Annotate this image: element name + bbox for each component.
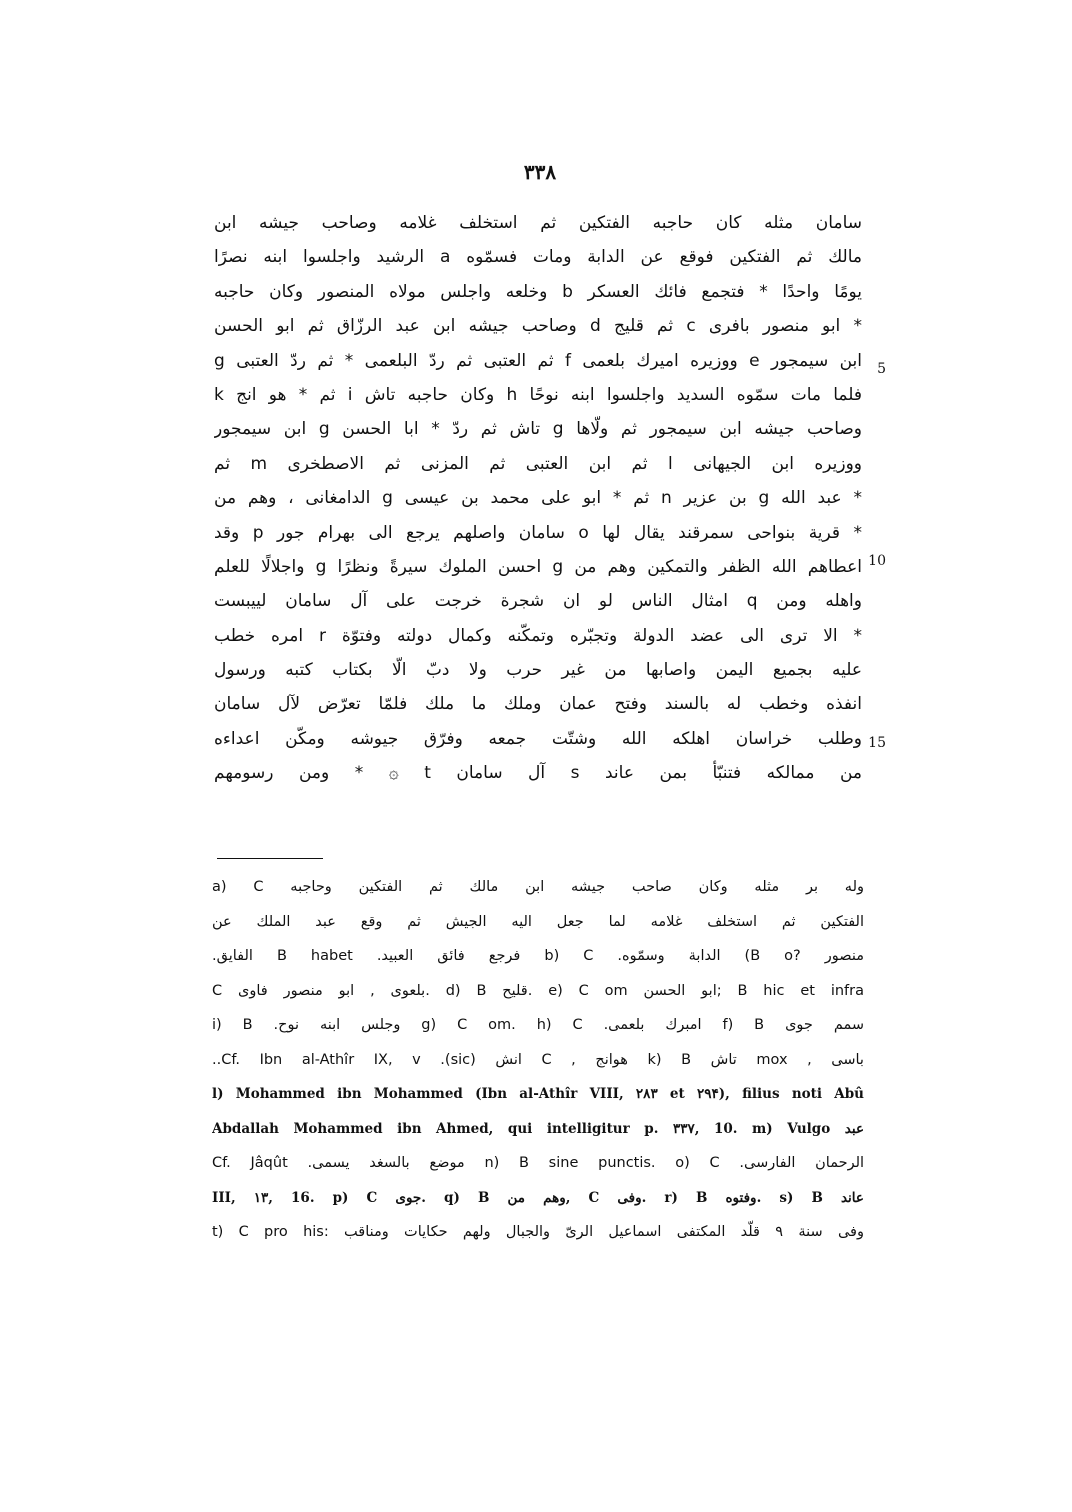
body-line: من ممالكه فتنبّأ بمن عاند s آل سامان t ۞ * ومن رسومهم [214,763,862,784]
line-number-10: 10 [868,553,886,569]
footnote-line: Abdallah Mohammed ibn Ahmed, qui intelligitur p. ۳۳۷, 10. m) Vulgo عبد [212,1120,864,1137]
body-line: واهله ومن q امثال الناس لو ان شجرة خرجت على آل سامان لييبست [214,591,862,612]
footnote-line: l) Mohammed ibn Mohammed (Ibn al-Athîr VIII, ۲۸۳ et ۲۹۴), filius noti Abû [212,1086,864,1102]
body-line: يومًا واحدًا * فتجمع فائك العسكر b وخلعه واجلس مولاه المنصور وكان حاجبه [214,281,862,302]
body-line: مالك ثم الفتكين فوقع عن الدابة ومات فسمّوه a الرشيد واجلسوا ابنه نصرًا [214,247,862,268]
line-number-5: 5 [877,361,886,377]
page-number: ٣٣٨ [523,160,557,184]
body-line: * قرية بنواحى سمرقند يقال لها o سامان واصلهم يرجع الى بهرام جور p وقد [214,522,862,543]
footnote-line: الرحمان الفارسى. n) B sine punctis. o) C موضع بالسغد يسمى. Cf. Jâqût [212,1155,864,1171]
body-line: سامان مثله كان حاجبه الفتكين ثم استخلف غلامه وصاحب جيشه ابن [214,213,862,233]
body-line: عليه بجميع اليمن واصابها من غير حرب ولا دبّ الّا بكتاب كتبه ورسول [214,660,862,681]
footnote-line: الفتكين ثم استخلف غلامه لما جعل اليه الجيش ثم وقع عبد الملك عن [212,913,864,930]
footnote-line: سمم جوى f) B امبرك بلعمى. g) C om. h) C وجلس ابنه نوح. i) B [212,1017,864,1033]
body-line: * الا ترى الى عضد الدولة وتجبّره وتمكّنه وكمال دولته وفتوّة r امره خطب [214,625,862,646]
body-line: * عبد الله g بن عزير n ثم * ابو على محمد بن عيسى g الدامغانى ، وهم من [214,488,862,509]
footnote-line: منصور ?B o) الدابة وسمّوه. b) C فرجع فائق العبيد. B habet الفايق. [212,948,864,964]
body-text [214,206,862,791]
body-line: ووزيره ابن الجيهانى l ثم ابن العتبى ثم المزنى ثم الاصطخرى m ثم [214,453,862,474]
body-line: وطلب خراسان اهلكه الله وشتّت جمعه وفرّق جيوشه ومكّن اعداءه [214,728,862,749]
body-line: ابن سيمجور e ووزيره اميرك بلعمى f ثم العتبى ثم ردّ البلعمى * ثم ردّ العتبى g [214,350,862,371]
footnotes [212,870,864,1250]
footnote-divider [217,858,323,859]
footnote-line: C بلعوى , ابو منصور فاوى. d) B قليح. e) C om ابو الحسن; B hic et infra [212,982,864,999]
body-line: فلما مات سمّوه السديد واجلسوا ابنه نوحًا h وكان حاجبه تاش i ثم * هو انج k [214,384,862,405]
footnote-line: t) C pro his: وفى سنة ۹ قلّد المكتفى اسماعيل الرىّ والجبال ولهم حكايات ومناقب [212,1224,864,1240]
footnote-line: باسى , mox تاش k) B هوانج , C انش (sic). Cf. Ibn al-Athîr IX, v.. [212,1051,864,1068]
footnote-line: III, ۱۳, 16. p) C جوى. q) B وهم من, C وفى. r) B وفتوه. s) B عاند [212,1189,864,1206]
body-line: * ابو منصور بافرى c ثم قليج d وصاحب جيشه ابن عبد الرزّاق ثم ابو الحسن [214,316,862,337]
footnote-line: a) C وله بر مثله وكان صاحب جيشه ابن مالك ثم الفتكين وحاجبه [212,879,864,895]
body-line: انفذه وخطب له بالسند وفتح عمان وملك ما ملك فلمّا تعرّض لآل سامان [214,694,862,715]
body-line: اعطاهم الله الظفر والتمكين وهم من g احسن الملوك سيرةً ونظرًا g واجلالًا للعلم [214,556,862,577]
body-line: وصاحب جيشه ابن سيمجور ثم ولّاها g تاش ثم ردّ * ابا الحسن g ابن سيمجور [214,419,862,440]
line-number-15: 15 [868,735,886,751]
